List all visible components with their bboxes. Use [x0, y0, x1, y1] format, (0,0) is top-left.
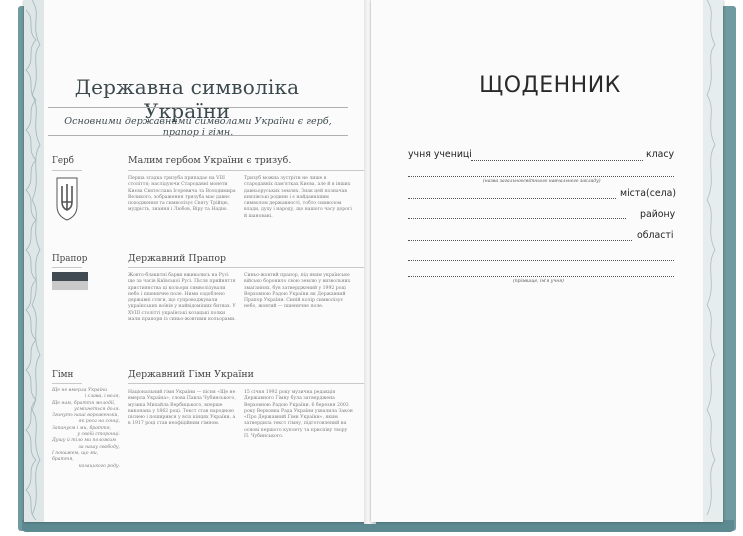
- district-field[interactable]: [408, 218, 626, 219]
- anthem-line: Запануєм і ми, браття,: [52, 425, 112, 431]
- student-name-field-2[interactable]: [408, 276, 674, 277]
- student-name-field[interactable]: [408, 260, 674, 261]
- anthem-line: Ще нам, браття молодії,: [52, 400, 116, 406]
- anthem-heading: Державний Гімн України: [128, 369, 254, 380]
- flag-icon: [52, 272, 88, 290]
- school-hint: (назва загальноосвітнього навчального закладу): [483, 179, 601, 184]
- class-label: класу: [646, 149, 675, 160]
- anthem-text-col1: Національний гімн України — пісня «Ще не вмерла Україна», слова Павла Чубинського, музика Михайла Вербицького, вперше виконана у 1862 році. Текст став народною піснею і поширився у всіх кінцях України, а в 1917 році став неофіційним гімном.: [128, 390, 236, 427]
- region-field[interactable]: [408, 240, 632, 241]
- trident-icon: [54, 176, 80, 222]
- diary-title: ЩОДЕННИК: [479, 73, 621, 98]
- flag-label-rule: [52, 267, 82, 268]
- anthem-line: Ще не вмерла України: [52, 388, 108, 393]
- flag-text-col1: Жовто-блакитні барви вживались на Русі ще за часів Київської Русі. Після прийняття християнства ці кольори символізували небо і пшеничне поле. Ними оздоблено державні стяги, що супроводжували українських воїнів у найвідоміших битвах. У XVIII столітті українські козацькі полки мали прапори із синьо-жовтими кольорами.: [128, 273, 236, 323]
- anthem-line: усміхнеться доля.: [74, 406, 120, 412]
- anthem-line: і слава, і воля,: [84, 394, 120, 400]
- anthem-line: І покажем, що ми, браття,: [52, 450, 99, 463]
- anthem-heading-rule: [128, 383, 364, 384]
- region-label: області: [637, 230, 674, 241]
- anthem-lyrics: [52, 388, 120, 470]
- anthem-line: у своїй сторонці.: [77, 432, 120, 438]
- flag-heading: Державний Прапор: [128, 253, 227, 264]
- flag-label: Прапор: [52, 254, 88, 264]
- right-page: [371, 0, 723, 522]
- student-label: учня учениці: [408, 149, 472, 160]
- flag-text-col2: Синьо-жовтий прапор, під яким українське військо боронило свою землю у визвольних змаганнях, був затверджений у 1992 році Верховною Радою України як Державний Прапор України. Синій колір символізує небо, жовтий — пшеничне поле.: [244, 273, 351, 310]
- coat-heading: Малим гербом України є тризуб.: [128, 155, 292, 166]
- city-label: міста(села): [620, 188, 677, 199]
- student-class-field[interactable]: [471, 160, 643, 161]
- title-divider: [48, 107, 348, 108]
- subtitle-divider: [48, 135, 348, 136]
- flag-heading-rule: [128, 267, 364, 268]
- coat-text-col1: Перша згадка тризуба припадає на VIII століття; наслідуючи Стародавні монети Києва Святослава Ігоревича та Володимира Великого, зображення тризуба має давнє походження та символізує Святу Трійцю, мудрість, знання і Любов, Віру та Надію.: [128, 176, 236, 213]
- right-ornament-pattern: [703, 0, 723, 522]
- anthem-line: Згинуть наші вороженьки,: [52, 413, 119, 419]
- anthem-text-col2: 15 січня 1992 року музична редакція Державного Гімну була затверджена Верховною Радою України. 6 березня 2003 року Верховна Рада України ухвалила Закон «Про Державний Гімн України», яким затвердила текст гімну, підготовлений на основі першого куплету та приспіву твору П. Чубинського.: [244, 390, 353, 440]
- symbols-subtitle: Основними державними символами України є герб, прапор і гімн.: [64, 116, 332, 138]
- city-field[interactable]: [408, 198, 616, 199]
- district-label: району: [640, 209, 676, 220]
- symbols-title: Державна символіка України: [74, 75, 300, 123]
- coat-heading-rule: [128, 170, 364, 171]
- anthem-line: як роса на сонці,: [78, 419, 120, 425]
- name-hint: (прізвище, ім'я учня): [513, 279, 564, 284]
- anthem-label: Гімн: [52, 370, 74, 380]
- coat-label: Герб: [52, 156, 74, 166]
- coat-label-rule: [52, 170, 82, 171]
- coat-text-col2: Тризуб можна зустріти не лише в стародавніх пам'ятках Києва, але й в інших давньоруських землях. Знак цей позначав князівські родини і є найдавнішим символом державності, тобто символом влади, духу і народу, що нашого часу дорогі й шановані.: [244, 176, 352, 219]
- left-page: [24, 0, 370, 522]
- anthem-line: козацького роду.: [78, 463, 120, 469]
- anthem-line: за нашу свободу,: [78, 444, 120, 450]
- school-name-field[interactable]: [408, 176, 674, 177]
- anthem-line: Душу й тіло ми положим: [52, 438, 116, 444]
- anthem-label-rule: [52, 383, 82, 384]
